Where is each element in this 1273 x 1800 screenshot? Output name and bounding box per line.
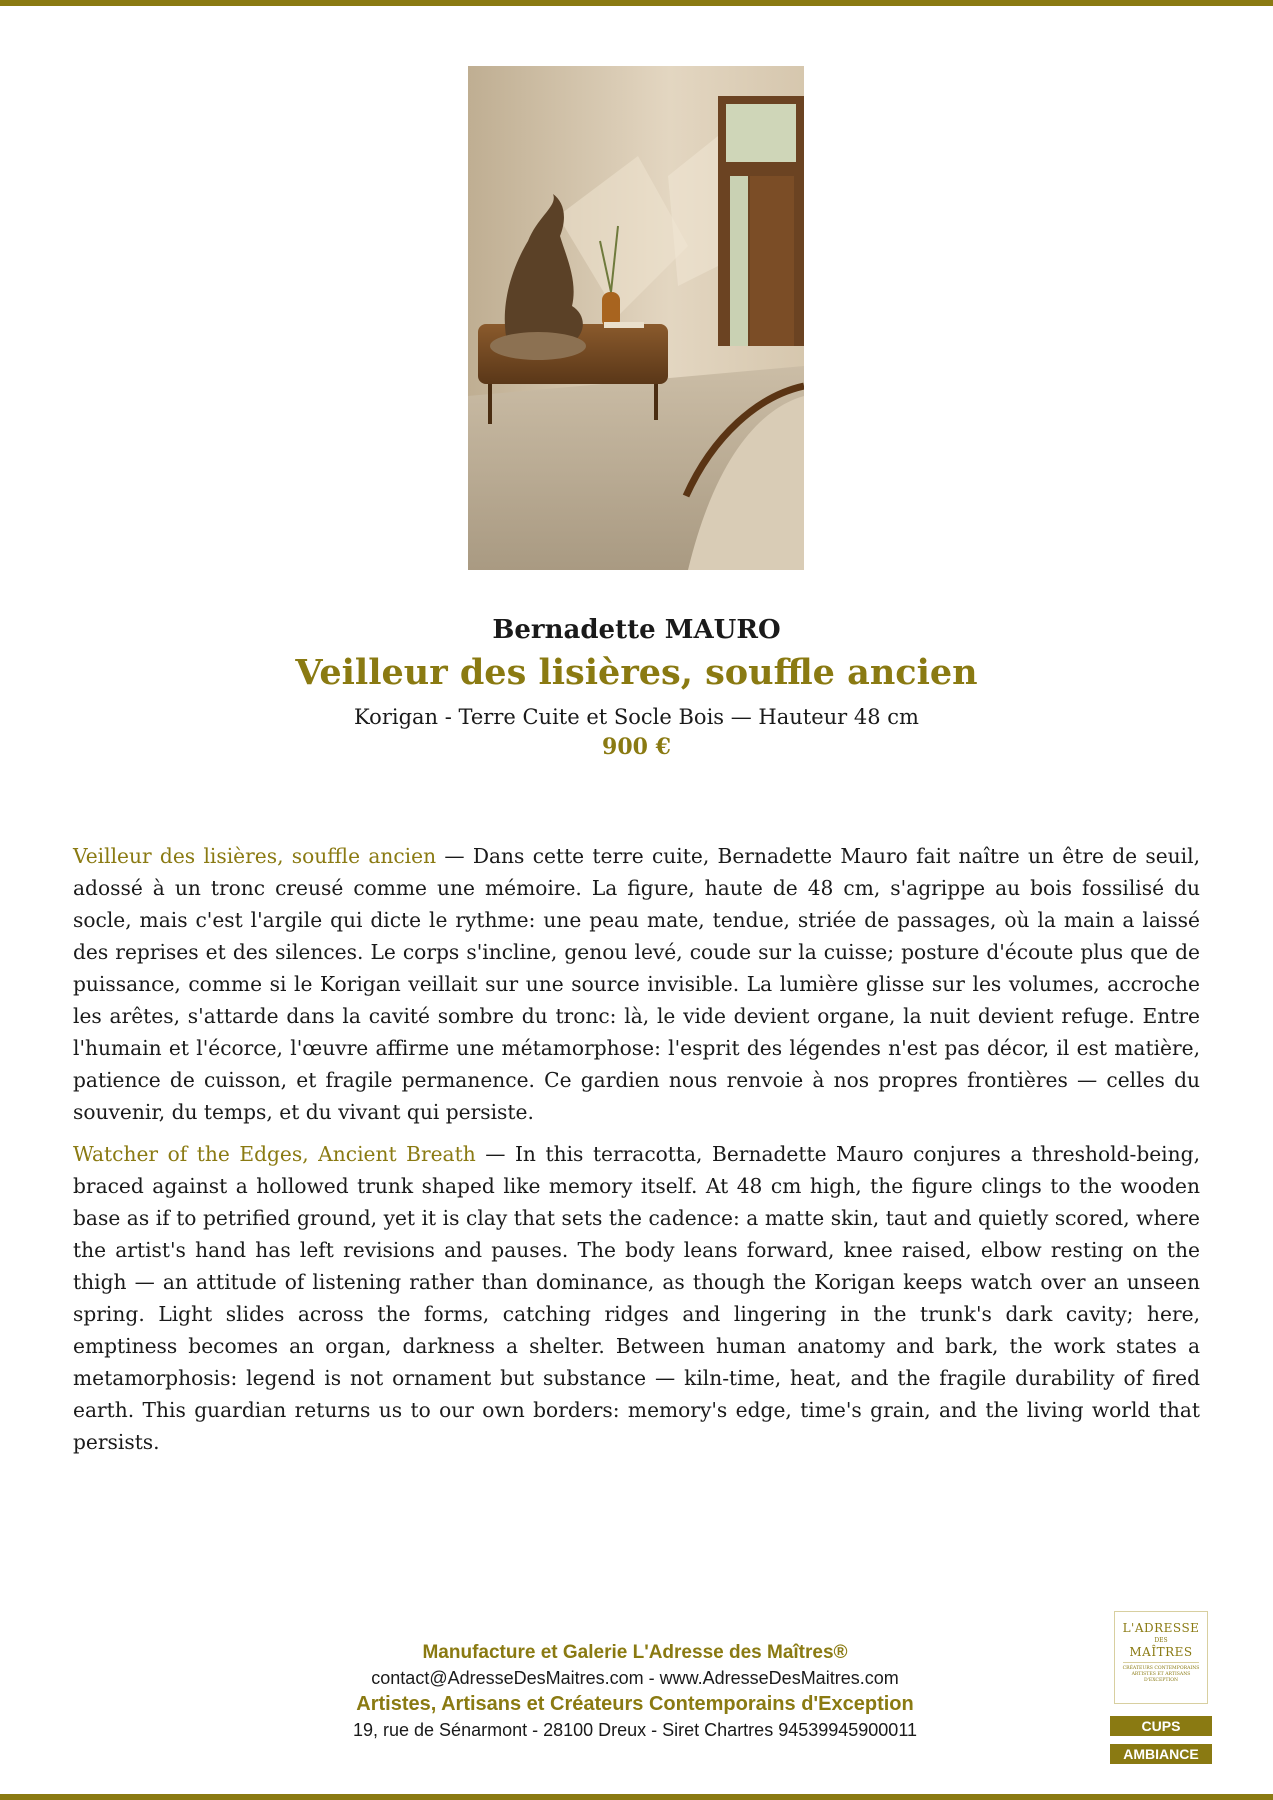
bottom-accent-bar <box>0 1794 1273 1800</box>
description <box>73 840 1200 1468</box>
description-en <box>73 1138 1200 1458</box>
badge-ambiance: AMBIANCE <box>1110 1744 1212 1764</box>
description-en-text: — In this terracotta, Bernadette Mauro conjures a threshold-being, braced against a hollowed trunk shaped like memory itself. At 48 cm high, the figure clings to the wooden base as if to petrified ground, yet it is clay that sets the cadence: a matte skin, taut and quietly scored, where the artist's hand has left revisions and pauses. The body leans forward, knee raised, elbow resting on the thigh — an attitude of listening rather than dominance, as though the Korigan keeps watch over an unseen spring. Light slides across the forms, catching ridges and lingering in the trunk's dark cavity; here, emptiness becomes an organ, darkness a shelter. Between human anatomy and bark, the work states a metamorphosis: legend is not ornament but substance — kiln-time, heat, and the fragile durability of fired earth. This guardian returns us to our own borders: memory's edge, time's grain, and the living world that persists. <box>73 1142 1200 1454</box>
badge-cups: CUPS <box>1110 1716 1212 1736</box>
footer-company: Manufacture et Galerie L'Adresse des Maîtres® <box>422 1642 848 1663</box>
artwork-header <box>0 612 1273 762</box>
artwork-photo <box>468 66 804 570</box>
logo-line-3: MAÎTRES <box>1129 1645 1193 1659</box>
artwork-medium: Korigan - Terre Cuite et Socle Bois — Hauteur 48 cm <box>354 705 919 729</box>
artwork-price: 900 € <box>602 734 671 760</box>
description-en-lead: Watcher of the Edges, Ancient Breath <box>73 1142 476 1166</box>
logo-line-4: CRÉATEURS CONTEMPORAINS ARTISTES ET ARTISANS D'EXCEPTION <box>1122 1666 1200 1683</box>
footer-contact: contact@AdresseDesMaitres.com - www.AdresseDesMaitres.com <box>371 1668 899 1688</box>
artist-name: Bernadette MAURO <box>492 615 781 645</box>
footer-address: 19, rue de Sénarmont - 28100 Dreux - Siret Chartres 94539945900011 <box>352 1720 918 1740</box>
footer <box>240 1640 1030 1742</box>
logo-line-1: L'ADRESSE <box>1122 1621 1200 1635</box>
logo-divider <box>1123 1662 1199 1663</box>
footer-tagline: Artistes, Artisans et Créateurs Contemporains d'Exception <box>356 1693 914 1715</box>
brand-logo <box>1114 1611 1208 1704</box>
description-fr-lead: Veilleur des lisières, souffle ancien <box>73 844 437 868</box>
artwork-title: Veilleur des lisières, souffle ancien <box>295 652 978 693</box>
description-fr <box>73 840 1200 1128</box>
top-accent-bar <box>0 0 1273 6</box>
logo-line-2: DES <box>1154 1637 1168 1644</box>
description-fr-text: — Dans cette terre cuite, Bernadette Mauro fait naître un être de seuil, adossé à un tronc creusé comme une mémoire. La figure, haute de 48 cm, s'agrippe au bois fossilisé du socle, mais c'est l'argile qui dicte le rythme: une peau mate, tendue, striée de passages, où la main a laissé des reprises et des silences. Le corps s'incline, genou levé, coude sur la cuisse; posture d'écoute plus que de puissance, comme si le Korigan veillait sur une source invisible. La lumière glisse sur les volumes, accroche les arêtes, s'attarde dans la cavité sombre du tronc: là, le vide devient organe, la nuit devient refuge. Entre l'humain et l'écorce, l'œuvre affirme une métamorphose: l'esprit des légendes n'est pas décor, il est matière, patience de cuisson, et fragile permanence. Ce gardien nous renvoie à nos propres frontières — celles du souvenir, du temps, et du vivant qui persiste. <box>73 844 1200 1124</box>
